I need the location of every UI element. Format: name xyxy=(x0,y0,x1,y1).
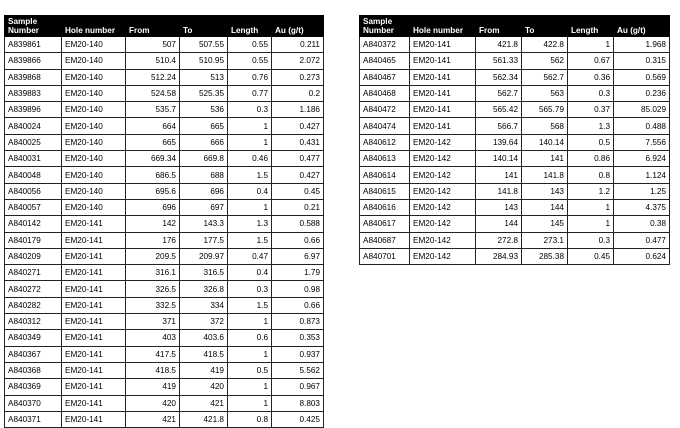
cell-length: 0.77 xyxy=(228,85,272,101)
table-row xyxy=(5,232,324,248)
cell-au: 5.562 xyxy=(272,362,324,378)
cell-au: 4.375 xyxy=(614,199,670,215)
cell-length: 0.36 xyxy=(568,69,614,85)
cell-to: 513 xyxy=(180,69,228,85)
cell-length: 1 xyxy=(228,118,272,134)
cell-sample-number: A840031 xyxy=(5,151,62,167)
cell-to: 316.5 xyxy=(180,265,228,281)
cell-sample-number: A840372 xyxy=(360,37,410,53)
cell-au: 0.427 xyxy=(272,118,324,134)
table-row xyxy=(5,69,324,85)
table-row xyxy=(360,199,670,215)
cell-sample-number: A840614 xyxy=(360,167,410,183)
table-row xyxy=(360,134,670,150)
cell-sample-number: A840472 xyxy=(360,102,410,118)
cell-to: 209.97 xyxy=(180,248,228,264)
table-header-row xyxy=(5,16,324,37)
cell-au: 0.569 xyxy=(614,69,670,85)
cell-length: 0.4 xyxy=(228,183,272,199)
cell-sample-number: A840368 xyxy=(5,362,62,378)
cell-length: 0.3 xyxy=(228,102,272,118)
cell-au: 0.873 xyxy=(272,314,324,330)
table-row xyxy=(5,395,324,411)
cell-au: 85.029 xyxy=(614,102,670,118)
cell-hole-number: EM20-142 xyxy=(410,167,476,183)
header-au: Au (g/t) xyxy=(614,16,670,37)
table-row xyxy=(5,118,324,134)
cell-length: 1.5 xyxy=(228,232,272,248)
cell-hole-number: EM20-141 xyxy=(410,53,476,69)
cell-length: 1.3 xyxy=(568,118,614,134)
cell-au: 7.556 xyxy=(614,134,670,150)
cell-to: 562.7 xyxy=(522,69,568,85)
table-header-row xyxy=(360,16,670,37)
cell-from: 686.5 xyxy=(126,167,180,183)
cell-from: 139.64 xyxy=(476,134,522,150)
cell-sample-number: A839868 xyxy=(5,69,62,85)
cell-sample-number: A840369 xyxy=(5,379,62,395)
cell-to: 326.8 xyxy=(180,281,228,297)
cell-hole-number: EM20-141 xyxy=(62,265,126,281)
header-to: To xyxy=(522,16,568,37)
cell-hole-number: EM20-141 xyxy=(62,314,126,330)
cell-from: 418.5 xyxy=(126,362,180,378)
cell-au: 0.624 xyxy=(614,248,670,264)
cell-from: 420 xyxy=(126,395,180,411)
cell-sample-number: A840048 xyxy=(5,167,62,183)
cell-to: 285.38 xyxy=(522,248,568,264)
table-row xyxy=(360,232,670,248)
cell-to: 334 xyxy=(180,297,228,313)
table-row xyxy=(5,53,324,69)
cell-length: 1 xyxy=(228,395,272,411)
cell-length: 0.76 xyxy=(228,69,272,85)
cell-sample-number: A840615 xyxy=(360,183,410,199)
cell-length: 1 xyxy=(568,199,614,215)
cell-from: 695.6 xyxy=(126,183,180,199)
cell-sample-number: A839866 xyxy=(5,53,62,69)
table-row xyxy=(360,216,670,232)
cell-to: 143.3 xyxy=(180,216,228,232)
cell-sample-number: A840025 xyxy=(5,134,62,150)
cell-hole-number: EM20-142 xyxy=(410,134,476,150)
cell-sample-number: A840271 xyxy=(5,265,62,281)
cell-sample-number: A840057 xyxy=(5,199,62,215)
cell-hole-number: EM20-141 xyxy=(62,346,126,362)
cell-sample-number: A840468 xyxy=(360,85,410,101)
cell-length: 0.5 xyxy=(568,134,614,150)
cell-to: 697 xyxy=(180,199,228,215)
cell-au: 2.072 xyxy=(272,53,324,69)
cell-length: 0.3 xyxy=(568,232,614,248)
cell-sample-number: A840613 xyxy=(360,151,410,167)
cell-sample-number: A839861 xyxy=(5,37,62,53)
cell-from: 332.5 xyxy=(126,297,180,313)
cell-hole-number: EM20-141 xyxy=(410,102,476,118)
cell-from: 176 xyxy=(126,232,180,248)
cell-au: 0.45 xyxy=(272,183,324,199)
cell-from: 141 xyxy=(476,167,522,183)
cell-hole-number: EM20-140 xyxy=(62,151,126,167)
cell-sample-number: A840612 xyxy=(360,134,410,150)
header-sample-number: Sample Number xyxy=(360,16,410,37)
assay-table-left xyxy=(4,15,324,428)
cell-length: 1.5 xyxy=(228,297,272,313)
cell-hole-number: EM20-140 xyxy=(62,53,126,69)
cell-from: 421.8 xyxy=(476,37,522,53)
cell-length: 1 xyxy=(228,346,272,362)
cell-from: 272.8 xyxy=(476,232,522,248)
cell-length: 0.86 xyxy=(568,151,614,167)
table-row xyxy=(360,53,670,69)
table-row xyxy=(5,183,324,199)
table-row xyxy=(360,151,670,167)
cell-hole-number: EM20-141 xyxy=(410,37,476,53)
cell-from: 284.93 xyxy=(476,248,522,264)
cell-hole-number: EM20-142 xyxy=(410,183,476,199)
cell-au: 1.25 xyxy=(614,183,670,199)
cell-hole-number: EM20-142 xyxy=(410,151,476,167)
cell-from: 142 xyxy=(126,216,180,232)
cell-sample-number: A840616 xyxy=(360,199,410,215)
cell-from: 419 xyxy=(126,379,180,395)
cell-to: 418.5 xyxy=(180,346,228,362)
cell-sample-number: A840687 xyxy=(360,232,410,248)
header-hole-number: Hole number xyxy=(410,16,476,37)
table-row xyxy=(5,281,324,297)
cell-au: 0.66 xyxy=(272,297,324,313)
cell-to: 140.14 xyxy=(522,134,568,150)
cell-from: 524.58 xyxy=(126,85,180,101)
table-row xyxy=(5,265,324,281)
cell-sample-number: A840179 xyxy=(5,232,62,248)
cell-to: 565.79 xyxy=(522,102,568,118)
cell-from: 535.7 xyxy=(126,102,180,118)
cell-to: 669.8 xyxy=(180,151,228,167)
cell-sample-number: A840367 xyxy=(5,346,62,362)
cell-hole-number: EM20-141 xyxy=(62,379,126,395)
cell-au: 6.97 xyxy=(272,248,324,264)
cell-au: 0.488 xyxy=(614,118,670,134)
cell-from: 566.7 xyxy=(476,118,522,134)
cell-from: 144 xyxy=(476,216,522,232)
cell-length: 1 xyxy=(228,199,272,215)
header-from: From xyxy=(126,16,180,37)
cell-au: 0.38 xyxy=(614,216,670,232)
cell-to: 510.95 xyxy=(180,53,228,69)
table-row xyxy=(5,248,324,264)
cell-length: 0.8 xyxy=(228,411,272,427)
cell-length: 1 xyxy=(568,216,614,232)
cell-length: 0.8 xyxy=(568,167,614,183)
cell-from: 696 xyxy=(126,199,180,215)
cell-to: 421.8 xyxy=(180,411,228,427)
cell-hole-number: EM20-140 xyxy=(62,69,126,85)
cell-au: 0.937 xyxy=(272,346,324,362)
cell-length: 0.45 xyxy=(568,248,614,264)
header-hole-number: Hole number xyxy=(62,16,126,37)
table-row xyxy=(360,69,670,85)
cell-to: 273.1 xyxy=(522,232,568,248)
cell-au: 1.186 xyxy=(272,102,324,118)
table-row xyxy=(360,183,670,199)
cell-sample-number: A840474 xyxy=(360,118,410,134)
cell-from: 561.33 xyxy=(476,53,522,69)
cell-from: 507 xyxy=(126,37,180,53)
cell-au: 0.273 xyxy=(272,69,324,85)
cell-sample-number: A840282 xyxy=(5,297,62,313)
table-row xyxy=(5,379,324,395)
table-row xyxy=(5,362,324,378)
cell-hole-number: EM20-140 xyxy=(62,199,126,215)
table-row xyxy=(5,199,324,215)
cell-au: 0.431 xyxy=(272,134,324,150)
table-row xyxy=(5,85,324,101)
cell-to: 568 xyxy=(522,118,568,134)
table-row xyxy=(360,37,670,53)
cell-sample-number: A840024 xyxy=(5,118,62,134)
cell-length: 0.55 xyxy=(228,53,272,69)
cell-sample-number: A839883 xyxy=(5,85,62,101)
cell-sample-number: A840371 xyxy=(5,411,62,427)
cell-from: 417.5 xyxy=(126,346,180,362)
cell-sample-number: A840370 xyxy=(5,395,62,411)
cell-from: 143 xyxy=(476,199,522,215)
cell-hole-number: EM20-141 xyxy=(410,69,476,85)
cell-sample-number: A840056 xyxy=(5,183,62,199)
cell-to: 536 xyxy=(180,102,228,118)
cell-au: 0.477 xyxy=(272,151,324,167)
cell-au: 0.967 xyxy=(272,379,324,395)
cell-au: 0.477 xyxy=(614,232,670,248)
cell-length: 0.46 xyxy=(228,151,272,167)
cell-length: 1 xyxy=(228,379,272,395)
header-au: Au (g/t) xyxy=(272,16,324,37)
cell-length: 1.3 xyxy=(228,216,272,232)
table-row xyxy=(360,102,670,118)
cell-hole-number: EM20-140 xyxy=(62,85,126,101)
cell-from: 371 xyxy=(126,314,180,330)
cell-sample-number: A840467 xyxy=(360,69,410,85)
cell-hole-number: EM20-142 xyxy=(410,248,476,264)
cell-hole-number: EM20-141 xyxy=(62,297,126,313)
table-row xyxy=(360,167,670,183)
cell-au: 0.588 xyxy=(272,216,324,232)
cell-hole-number: EM20-142 xyxy=(410,216,476,232)
cell-length: 0.3 xyxy=(568,85,614,101)
table-row xyxy=(5,151,324,167)
cell-au: 1.968 xyxy=(614,37,670,53)
cell-sample-number: A840701 xyxy=(360,248,410,264)
cell-from: 209.5 xyxy=(126,248,180,264)
cell-to: 419 xyxy=(180,362,228,378)
cell-to: 177.5 xyxy=(180,232,228,248)
table-row xyxy=(5,297,324,313)
cell-sample-number: A840465 xyxy=(360,53,410,69)
table-row xyxy=(5,37,324,53)
cell-sample-number: A840209 xyxy=(5,248,62,264)
cell-hole-number: EM20-141 xyxy=(410,85,476,101)
cell-hole-number: EM20-140 xyxy=(62,183,126,199)
cell-to: 563 xyxy=(522,85,568,101)
cell-to: 403.6 xyxy=(180,330,228,346)
cell-hole-number: EM20-141 xyxy=(62,330,126,346)
cell-hole-number: EM20-142 xyxy=(410,199,476,215)
cell-from: 403 xyxy=(126,330,180,346)
cell-hole-number: EM20-141 xyxy=(62,362,126,378)
cell-length: 1 xyxy=(228,314,272,330)
cell-to: 372 xyxy=(180,314,228,330)
cell-to: 145 xyxy=(522,216,568,232)
assay-table-right xyxy=(359,15,670,265)
cell-sample-number: A840312 xyxy=(5,314,62,330)
cell-sample-number: A839896 xyxy=(5,102,62,118)
cell-to: 525.35 xyxy=(180,85,228,101)
table-row xyxy=(5,314,324,330)
cell-from: 665 xyxy=(126,134,180,150)
cell-hole-number: EM20-141 xyxy=(62,411,126,427)
cell-length: 0.5 xyxy=(228,362,272,378)
cell-length: 0.67 xyxy=(568,53,614,69)
table-row xyxy=(360,85,670,101)
table-row xyxy=(5,102,324,118)
cell-from: 141.8 xyxy=(476,183,522,199)
cell-from: 421 xyxy=(126,411,180,427)
header-from: From xyxy=(476,16,522,37)
cell-au: 6.924 xyxy=(614,151,670,167)
header-to: To xyxy=(180,16,228,37)
header-sample-number: Sample Number xyxy=(5,16,62,37)
cell-sample-number: A840349 xyxy=(5,330,62,346)
cell-hole-number: EM20-140 xyxy=(62,102,126,118)
cell-to: 562 xyxy=(522,53,568,69)
cell-au: 0.2 xyxy=(272,85,324,101)
cell-from: 562.7 xyxy=(476,85,522,101)
cell-to: 143 xyxy=(522,183,568,199)
cell-to: 420 xyxy=(180,379,228,395)
cell-from: 510.4 xyxy=(126,53,180,69)
cell-au: 0.425 xyxy=(272,411,324,427)
cell-length: 0.6 xyxy=(228,330,272,346)
cell-sample-number: A840272 xyxy=(5,281,62,297)
cell-hole-number: EM20-141 xyxy=(410,118,476,134)
cell-length: 0.37 xyxy=(568,102,614,118)
cell-hole-number: EM20-141 xyxy=(62,216,126,232)
cell-au: 0.315 xyxy=(614,53,670,69)
cell-length: 0.4 xyxy=(228,265,272,281)
cell-to: 666 xyxy=(180,134,228,150)
table-row xyxy=(5,134,324,150)
cell-length: 0.47 xyxy=(228,248,272,264)
cell-au: 0.353 xyxy=(272,330,324,346)
cell-hole-number: EM20-141 xyxy=(62,281,126,297)
cell-hole-number: EM20-140 xyxy=(62,134,126,150)
cell-to: 141.8 xyxy=(522,167,568,183)
cell-au: 0.211 xyxy=(272,37,324,53)
cell-to: 144 xyxy=(522,199,568,215)
cell-hole-number: EM20-142 xyxy=(410,232,476,248)
cell-from: 316.1 xyxy=(126,265,180,281)
cell-au: 0.21 xyxy=(272,199,324,215)
cell-to: 422.8 xyxy=(522,37,568,53)
cell-sample-number: A840142 xyxy=(5,216,62,232)
cell-hole-number: EM20-141 xyxy=(62,395,126,411)
cell-hole-number: EM20-140 xyxy=(62,118,126,134)
cell-sample-number: A840617 xyxy=(360,216,410,232)
cell-length: 1 xyxy=(568,37,614,53)
cell-from: 664 xyxy=(126,118,180,134)
cell-au: 1.124 xyxy=(614,167,670,183)
cell-from: 512.24 xyxy=(126,69,180,85)
cell-au: 8.803 xyxy=(272,395,324,411)
table-row xyxy=(5,411,324,427)
cell-to: 688 xyxy=(180,167,228,183)
cell-hole-number: EM20-141 xyxy=(62,232,126,248)
cell-length: 1 xyxy=(228,134,272,150)
cell-length: 0.55 xyxy=(228,37,272,53)
cell-to: 421 xyxy=(180,395,228,411)
cell-to: 665 xyxy=(180,118,228,134)
table-row xyxy=(5,330,324,346)
cell-au: 0.236 xyxy=(614,85,670,101)
table-row xyxy=(5,216,324,232)
cell-au: 0.66 xyxy=(272,232,324,248)
cell-from: 565.42 xyxy=(476,102,522,118)
cell-au: 1.79 xyxy=(272,265,324,281)
cell-to: 696 xyxy=(180,183,228,199)
cell-to: 141 xyxy=(522,151,568,167)
cell-length: 0.3 xyxy=(228,281,272,297)
table-row xyxy=(5,346,324,362)
cell-length: 1.2 xyxy=(568,183,614,199)
cell-from: 326.5 xyxy=(126,281,180,297)
header-length: Length xyxy=(568,16,614,37)
cell-hole-number: EM20-140 xyxy=(62,167,126,183)
cell-au: 0.98 xyxy=(272,281,324,297)
table-row xyxy=(360,248,670,264)
header-length: Length xyxy=(228,16,272,37)
table-row xyxy=(5,167,324,183)
cell-from: 669.34 xyxy=(126,151,180,167)
cell-au: 0.427 xyxy=(272,167,324,183)
cell-from: 140.14 xyxy=(476,151,522,167)
table-row xyxy=(360,118,670,134)
cell-hole-number: EM20-141 xyxy=(62,248,126,264)
cell-length: 1.5 xyxy=(228,167,272,183)
cell-from: 562.34 xyxy=(476,69,522,85)
cell-hole-number: EM20-140 xyxy=(62,37,126,53)
cell-to: 507.55 xyxy=(180,37,228,53)
